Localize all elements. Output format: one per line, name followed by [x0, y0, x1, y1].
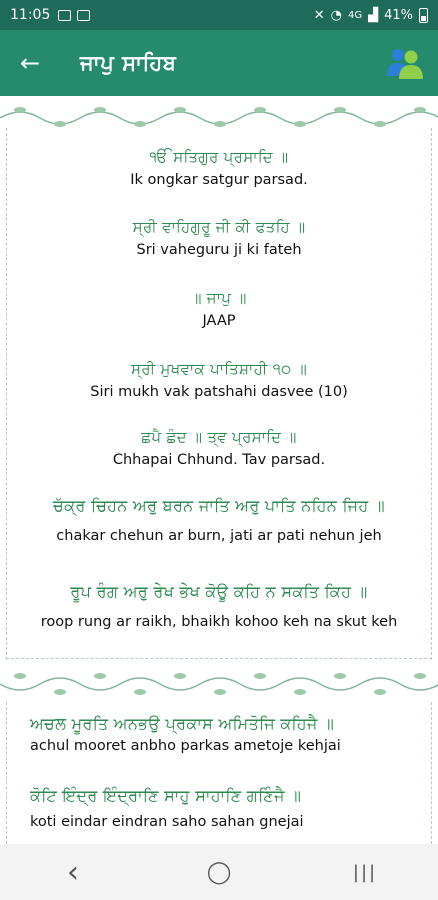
verse-block: [0, 428, 438, 468]
vine-border-top: [0, 98, 438, 132]
verse-block: [0, 714, 438, 754]
wifi-icon: ◔: [330, 7, 342, 23]
image-notification-icon: [58, 10, 71, 21]
gurmukhi-line: ਸ੍ਰੀ ਵਾਹਿਗੁਰੂ ਜੀ ਕੀ ਫਤਹਿ ॥: [132, 218, 306, 236]
battery-percent: 41%: [384, 7, 413, 23]
nav-recents-icon[interactable]: |||: [352, 861, 378, 883]
page-title: ਜਾਪੁ ਸਾਹਿਬ: [80, 50, 177, 75]
verse-card-bottom: [6, 658, 432, 659]
verses-scroll-area[interactable]: [0, 96, 438, 844]
gurmukhi-line: ਰੂਪ ਰੰਗ ਅਰੁ ਰੇਖ ਭੇਖ ਕੋਊ ਕਹਿ ਨ ਸਕਤਿ ਕਿਹ ॥: [70, 582, 368, 601]
verse-block: [0, 496, 438, 544]
signal-icon: ▟: [368, 7, 379, 23]
vine-border-middle: [0, 668, 438, 702]
nav-back-icon[interactable]: ‹: [67, 854, 79, 890]
verse-block: [0, 218, 438, 258]
notification-icons: [58, 10, 90, 21]
transliteration-line: Siri mukh vak patshahi dasvee (10): [90, 384, 348, 400]
transliteration-line: achul mooret anbho parkas ametoje kehjai: [30, 738, 341, 754]
users-icon[interactable]: [384, 43, 424, 83]
gurmukhi-line: ॥ ਜਾਪੁ ॥: [191, 289, 247, 307]
back-arrow-icon[interactable]: ←: [19, 49, 41, 77]
gurmukhi-line: ਅਚਲ ਮੂਰਤਿ ਅਨਭਉ ਪ੍ਰਕਾਸ ਅਮਿਤੋਜਿ ਕਹਿਜੈ ॥: [30, 714, 335, 733]
app-bar: [0, 30, 438, 96]
mute-icon: ✕: [313, 7, 325, 23]
network-label: 4G: [347, 9, 363, 21]
verse-block: [0, 148, 438, 188]
gurmukhi-line: ਸ੍ਰੀ ਮੁਖਵਾਕ ਪਾਤਿਸ਼ਾਹੀ ੧੦ ॥: [130, 360, 307, 378]
transliteration-line: JAAP: [202, 313, 236, 329]
transliteration-line: koti eindar eindran saho sahan gnejai: [30, 814, 304, 830]
status-bar: [0, 0, 438, 30]
status-right: [314, 8, 428, 23]
transliteration-line: chakar chehun ar burn, jati ar pati nehun jeh: [56, 528, 382, 544]
system-nav-bar: [0, 844, 438, 900]
battery-icon: [419, 8, 428, 23]
gurmukhi-line: ਕੋਟਿ ਇੰਦ੍ਰ ਇੰਦ੍ਰਾਣਿ ਸਾਹੁ ਸਾਹਾਣਿ ਗਣਿੰਜੈ ॥: [30, 786, 302, 805]
verse-block: [0, 582, 438, 630]
gurmukhi-line: ਚੱਕ੍ਰ ਚਿਹਨ ਅਰੁ ਬਰਨ ਜਾਤਿ ਅਰੁ ਪਾਤਿ ਨਹਿਨ ਜਿਹ ॥: [53, 496, 385, 515]
gurmukhi-line: ਛਪੈ ਛੰਦ ॥ ਤ੍ਵ ਪ੍ਰਸਾਦਿ ॥: [141, 428, 297, 446]
transliteration-line: Chhapai Chhund. Tav parsad.: [112, 452, 326, 468]
transliteration-line: Ik ongkar satgur parsad.: [130, 172, 308, 188]
transliteration-line: roop rung ar raikh, bhaikh kohoo keh na skut keh: [40, 614, 398, 630]
gurmukhi-line: ੴ ਸਤਿਗੁਰ ਪ੍ਰਸਾਦਿ ॥: [149, 148, 289, 166]
transliteration-line: Sri vaheguru ji ki fateh: [136, 242, 302, 258]
status-time: 11:05: [10, 7, 51, 23]
verse-block: [0, 289, 438, 329]
message-notification-icon: [77, 10, 90, 21]
verse-block: [0, 786, 438, 830]
verse-block: [0, 360, 438, 400]
nav-home-icon[interactable]: ◯: [206, 859, 232, 885]
